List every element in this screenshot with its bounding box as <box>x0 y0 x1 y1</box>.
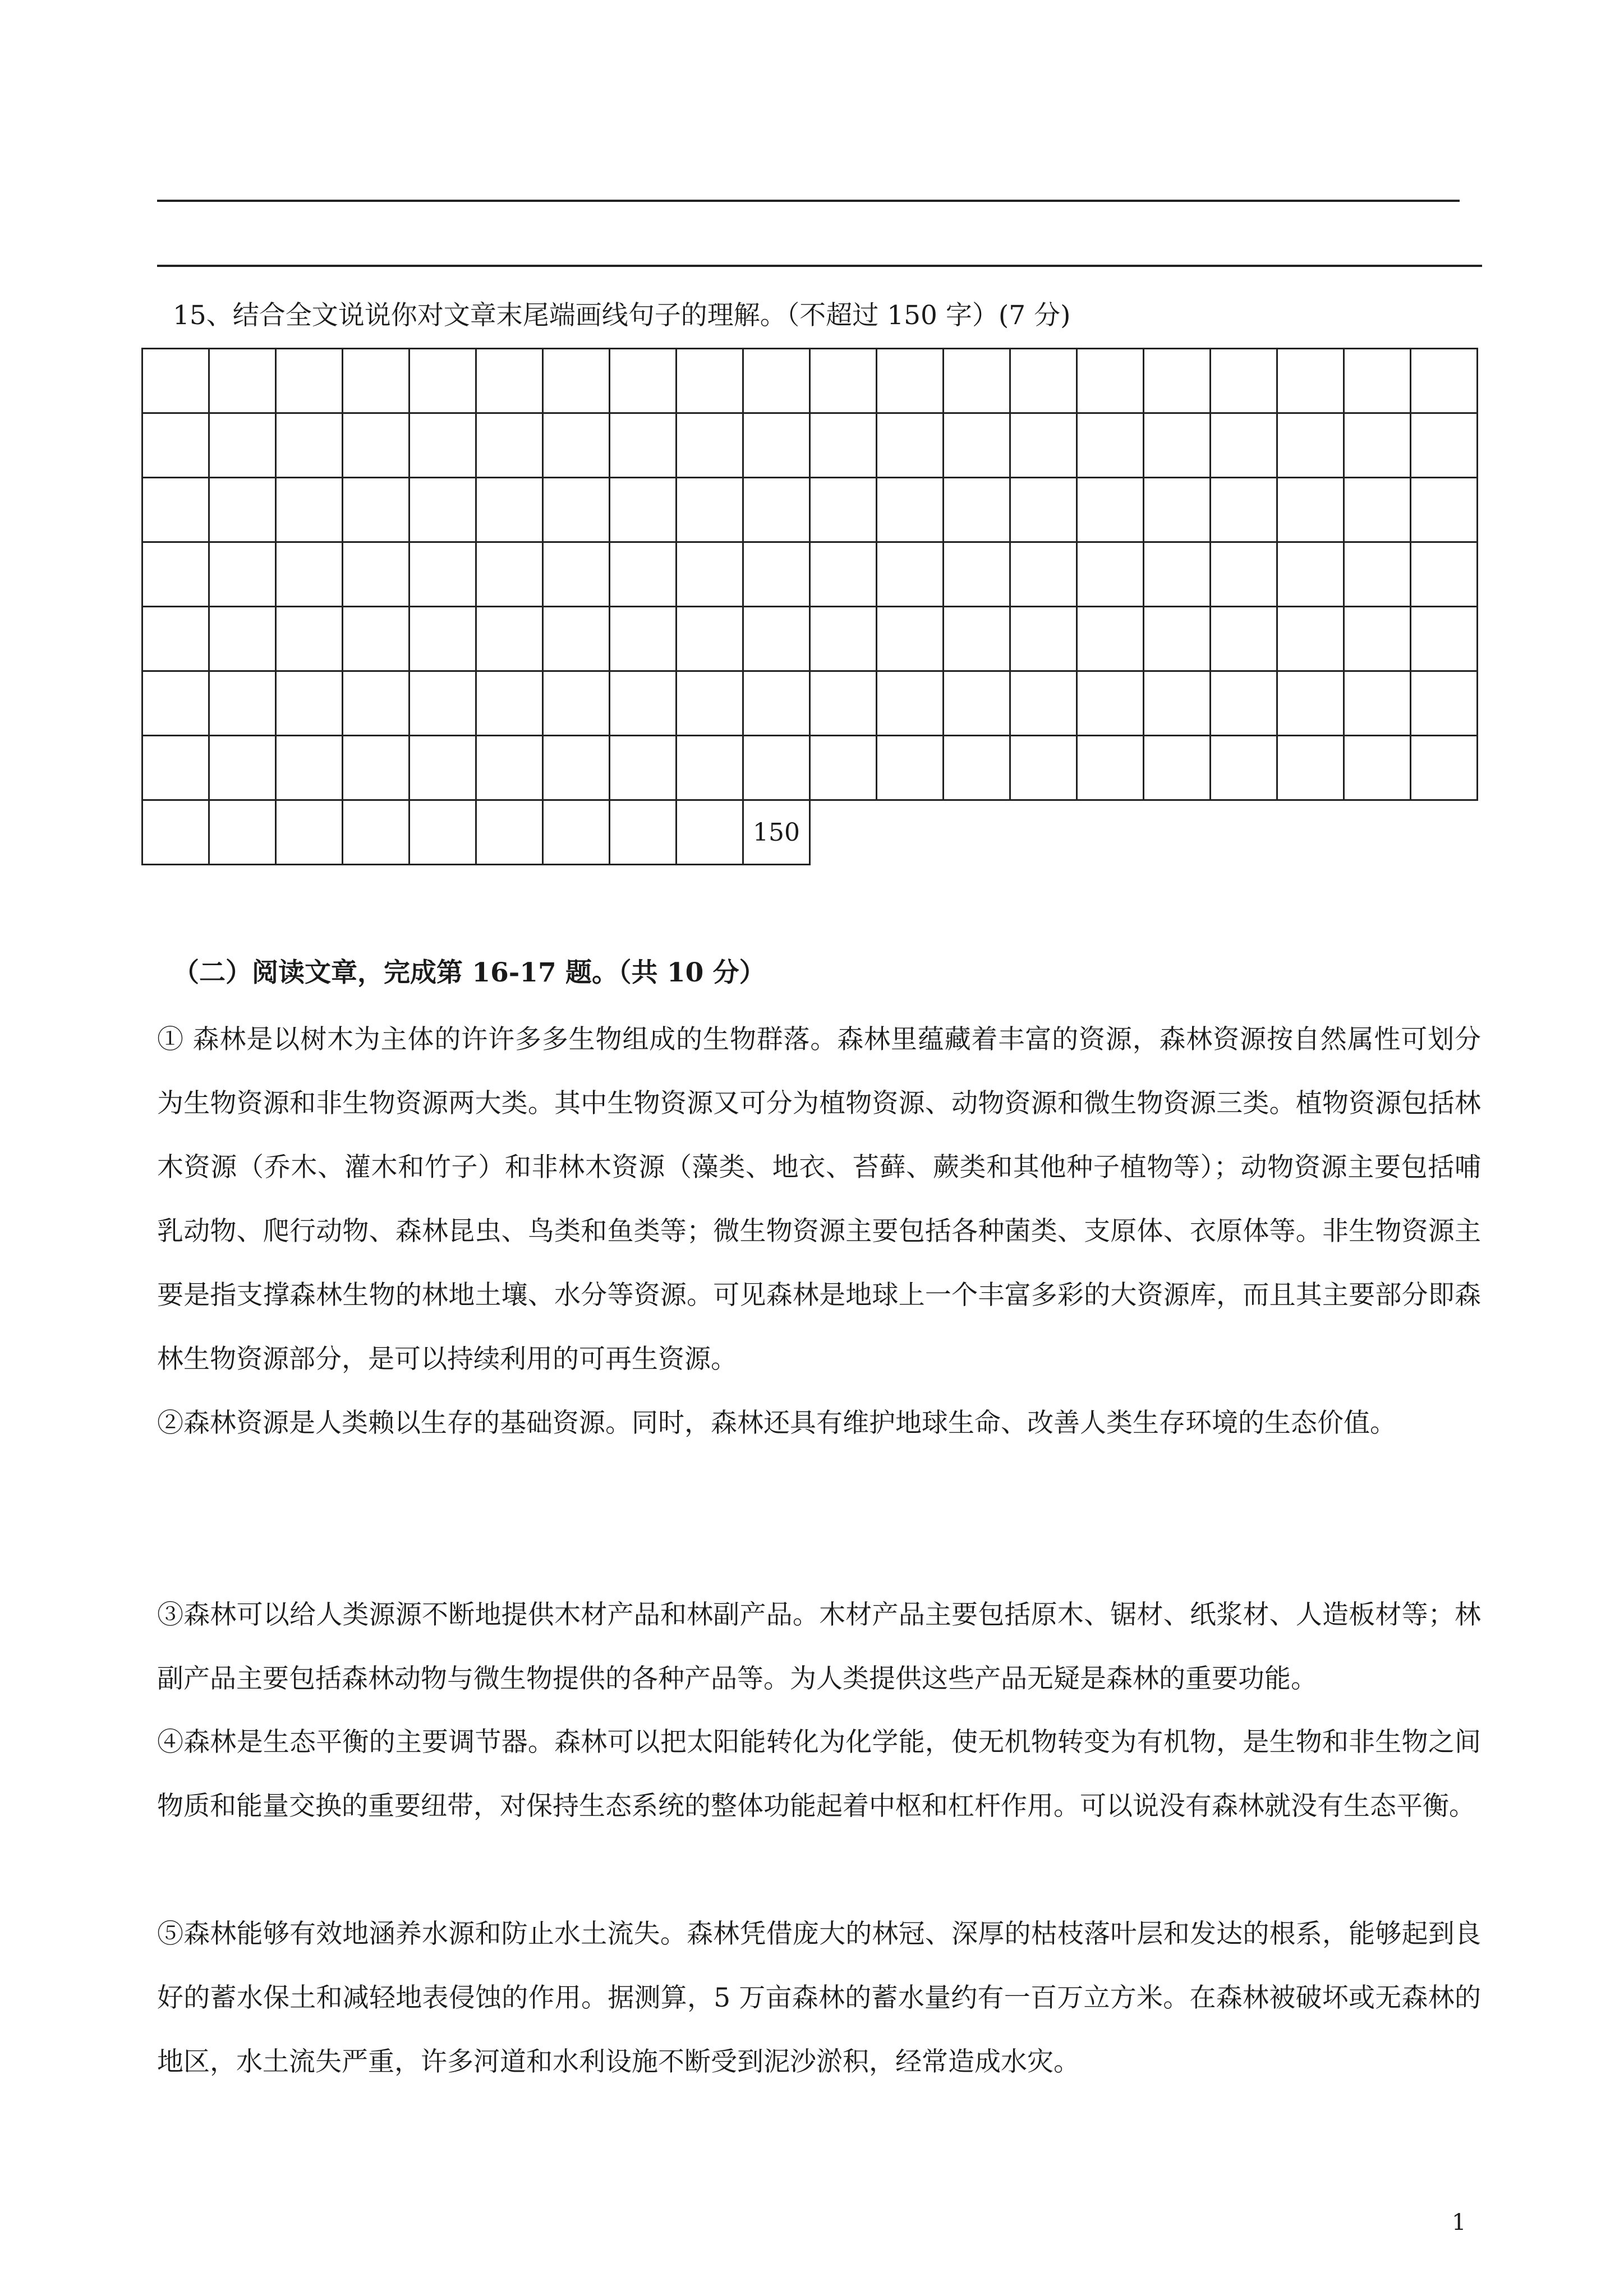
grid-cell[interactable] <box>1343 606 1411 672</box>
grid-cell[interactable] <box>141 412 210 478</box>
grid-cell[interactable] <box>475 735 544 801</box>
grid-cell[interactable] <box>1143 735 1211 801</box>
grid-cell[interactable] <box>876 541 944 607</box>
grid-cell[interactable] <box>609 670 677 736</box>
grid-cell[interactable] <box>141 606 210 672</box>
paragraph-4: ④森林是生态平衡的主要调节器。森林可以把太阳能转化为化学能，使无机物转变为有机物，是生物和非生物之间物质和能量交换的重要纽带，对保持生态系统的整体功能起着中枢和杠杆作用。可以说没有森林就没有生态平衡。 <box>157 1727 1481 1822</box>
answer-line-2 <box>157 265 1482 267</box>
grid-cell[interactable] <box>141 348 210 414</box>
grid-cell[interactable] <box>275 670 343 736</box>
grid-cell[interactable] <box>342 799 410 865</box>
grid-cell[interactable] <box>609 477 677 543</box>
grid-cell[interactable] <box>1410 670 1478 736</box>
grid-cell[interactable] <box>342 606 410 672</box>
grid-cell[interactable] <box>609 348 677 414</box>
grid-cell[interactable] <box>1143 412 1211 478</box>
grid-cell[interactable] <box>1209 670 1278 736</box>
grid-cell[interactable] <box>675 735 744 801</box>
grid-cell[interactable] <box>1009 606 1078 672</box>
grid-cell[interactable] <box>942 670 1011 736</box>
grid-cell[interactable] <box>1009 670 1078 736</box>
grid-cell[interactable] <box>1410 412 1478 478</box>
grid-cell[interactable] <box>475 412 544 478</box>
grid-cell[interactable] <box>1209 477 1278 543</box>
grid-cell[interactable] <box>141 735 210 801</box>
grid-cell[interactable] <box>742 735 811 801</box>
grid-cell[interactable] <box>1276 412 1345 478</box>
grid-cell[interactable] <box>1343 412 1411 478</box>
grid-cell[interactable] <box>809 735 877 801</box>
grid-cell[interactable] <box>1076 735 1144 801</box>
grid-cell[interactable] <box>475 477 544 543</box>
grid-cell[interactable] <box>475 606 544 672</box>
grid-cell[interactable] <box>1009 541 1078 607</box>
grid-cell[interactable] <box>475 348 544 414</box>
grid-cell[interactable] <box>942 477 1011 543</box>
grid-cell[interactable] <box>542 799 610 865</box>
grid-cell[interactable] <box>208 412 277 478</box>
grid-cell[interactable] <box>742 606 811 672</box>
grid-cell[interactable] <box>408 541 477 607</box>
grid-cell[interactable] <box>942 735 1011 801</box>
grid-cell[interactable] <box>275 541 343 607</box>
grid-cell[interactable] <box>208 735 277 801</box>
page-number: 1 <box>1452 2210 1466 2235</box>
grid-cell[interactable] <box>408 412 477 478</box>
grid-cell[interactable] <box>1076 477 1144 543</box>
grid-cell[interactable] <box>1343 735 1411 801</box>
grid-cell[interactable] <box>1276 348 1345 414</box>
grid-cell[interactable] <box>675 799 744 865</box>
grid-cell[interactable] <box>1209 412 1278 478</box>
grid-cell[interactable] <box>542 541 610 607</box>
grid-cell[interactable] <box>542 412 610 478</box>
grid-cell[interactable] <box>1276 541 1345 607</box>
grid-cell[interactable] <box>1410 541 1478 607</box>
grid-cell[interactable] <box>1209 606 1278 672</box>
grid-cell[interactable] <box>275 477 343 543</box>
grid-cell[interactable] <box>141 477 210 543</box>
answer-line-1 <box>157 200 1460 202</box>
grid-cell[interactable] <box>342 477 410 543</box>
grid-cell[interactable] <box>275 799 343 865</box>
grid-cell[interactable] <box>675 541 744 607</box>
grid-cell[interactable] <box>942 606 1011 672</box>
paragraph-2: ②森林资源是人类赖以生存的基础资源。同时，森林还具有维护地球生命、改善人类生存环境的生态价值。 <box>157 1408 1396 1439</box>
grid-cell[interactable] <box>408 735 477 801</box>
grid-cell[interactable] <box>1410 477 1478 543</box>
grid-cell[interactable] <box>876 735 944 801</box>
grid-cell[interactable] <box>1076 541 1144 607</box>
grid-cell[interactable] <box>208 348 277 414</box>
grid-cell[interactable] <box>675 606 744 672</box>
grid-cell[interactable] <box>1343 670 1411 736</box>
grid-cell[interactable] <box>408 348 477 414</box>
grid-cell[interactable] <box>408 606 477 672</box>
grid-cell-marker[interactable]: 150 <box>742 799 811 865</box>
grid-cell[interactable] <box>942 348 1011 414</box>
grid-cell[interactable] <box>1343 541 1411 607</box>
grid-cell[interactable] <box>809 606 877 672</box>
grid-cell[interactable] <box>1143 348 1211 414</box>
grid-cell[interactable] <box>342 735 410 801</box>
grid-cell[interactable] <box>942 412 1011 478</box>
grid-cell[interactable] <box>609 606 677 672</box>
grid-cell[interactable] <box>1209 541 1278 607</box>
grid-cell[interactable] <box>609 412 677 478</box>
grid-cell[interactable] <box>942 541 1011 607</box>
grid-cell[interactable] <box>675 348 744 414</box>
grid-cell[interactable] <box>408 477 477 543</box>
grid-cell[interactable] <box>475 541 544 607</box>
grid-cell[interactable] <box>1076 348 1144 414</box>
grid-cell[interactable] <box>408 670 477 736</box>
grid-cell[interactable] <box>1410 348 1478 414</box>
grid-cell[interactable] <box>342 670 410 736</box>
grid-cell[interactable] <box>275 606 343 672</box>
grid-cell[interactable] <box>1343 348 1411 414</box>
grid-cell[interactable] <box>809 541 877 607</box>
grid-cell[interactable] <box>1076 670 1144 736</box>
grid-cell[interactable] <box>542 735 610 801</box>
grid-cell[interactable] <box>1276 735 1345 801</box>
grid-cell[interactable] <box>1209 735 1278 801</box>
paragraph-1: ① 森林是以树木为主体的许许多多生物组成的生物群落。森林里蕴藏着丰富的资源，森林资源按自然属性可划分为生物资源和非生物资源两大类。其中生物资源又可分为植物资源、动物资源和微生物资源三类。植物资源包括林木资源（乔木、灌木和竹子）和非林木资源（藻类、地衣、苔藓、蕨类和其他种子植物等）；动物资源主要包括哺乳动物、爬行动物、森林昆虫、鸟类和鱼类等；微生物资源主要包括各种菌类、支原体、衣原体等。非生物资源主要是指支撑森林生物的林地土壤、水分等资源。可见森林是地球上一个丰富多彩的大资源库，而且其主要部分即森林生物资源部分，是可以持续利用的可再生资源。 <box>157 1024 1481 1375</box>
grid-cell[interactable] <box>742 477 811 543</box>
grid-cell[interactable] <box>609 735 677 801</box>
grid-cell[interactable] <box>342 541 410 607</box>
grid-cell[interactable] <box>809 670 877 736</box>
paragraph-3: ③森林可以给人类源源不断地提供木材产品和林副产品。木材产品主要包括原木、锯材、纸浆材、人造板材等；林副产品主要包括森林动物与微生物提供的各种产品等。为人类提供这些产品无疑是森林的重要功能。 <box>157 1599 1481 1694</box>
grid-cell[interactable] <box>208 541 277 607</box>
grid-cell[interactable] <box>1143 541 1211 607</box>
grid-cell[interactable] <box>208 670 277 736</box>
grid-cell[interactable] <box>275 348 343 414</box>
grid-cell[interactable] <box>1410 735 1478 801</box>
grid-cell[interactable] <box>141 670 210 736</box>
paragraph-5: ⑤森林能够有效地涵养水源和防止水土流失。森林凭借庞大的林冠、深厚的枯枝落叶层和发达的根系，能够起到良好的蓄水保土和减轻地表侵蚀的作用。据测算，5 万亩森林的蓄水量约有一百万立方米。在森林被破坏或无森林的地区，水土流失严重，许多河道和水利设施不断受到泥沙淤积，经常造成水灾。 <box>157 1919 1481 2077</box>
grid-cell[interactable] <box>1009 348 1078 414</box>
grid-cell[interactable] <box>542 348 610 414</box>
grid-cell[interactable] <box>1276 670 1345 736</box>
grid-cell[interactable] <box>1343 477 1411 543</box>
grid-cell[interactable] <box>675 670 744 736</box>
grid-cell[interactable] <box>1076 412 1144 478</box>
grid-cell[interactable] <box>475 799 544 865</box>
grid-cell[interactable] <box>876 606 944 672</box>
grid-cell[interactable] <box>742 348 811 414</box>
grid-cell[interactable] <box>876 348 944 414</box>
grid-cell[interactable] <box>342 348 410 414</box>
grid-cell[interactable] <box>208 799 277 865</box>
grid-cell[interactable] <box>342 412 410 478</box>
grid-cell[interactable] <box>1143 477 1211 543</box>
grid-cell[interactable] <box>1009 735 1078 801</box>
grid-cell[interactable] <box>208 477 277 543</box>
grid-cell[interactable] <box>1009 477 1078 543</box>
grid-cell[interactable] <box>876 477 944 543</box>
grid-cell[interactable] <box>742 541 811 607</box>
grid-cell[interactable] <box>876 412 944 478</box>
grid-cell[interactable] <box>208 606 277 672</box>
question-15: 15、结合全文说说你对文章末尾端画线句子的理解。（不超过 150 字）(7 分) <box>173 300 1071 331</box>
grid-cell[interactable] <box>742 670 811 736</box>
grid-cell[interactable] <box>408 799 477 865</box>
grid-cell[interactable] <box>1076 606 1144 672</box>
grid-cell[interactable] <box>542 606 610 672</box>
grid-cell[interactable] <box>1410 606 1478 672</box>
grid-cell[interactable] <box>275 412 343 478</box>
grid-cell[interactable] <box>1276 477 1345 543</box>
grid-cell[interactable] <box>1009 412 1078 478</box>
grid-cell[interactable] <box>1143 670 1211 736</box>
grid-cell[interactable] <box>609 541 677 607</box>
grid-cell[interactable] <box>1276 606 1345 672</box>
grid-cell[interactable] <box>809 477 877 543</box>
grid-cell[interactable] <box>542 477 610 543</box>
grid-cell[interactable] <box>1209 348 1278 414</box>
grid-cell[interactable] <box>475 670 544 736</box>
section-title: （二）阅读文章，完成第 16-17 题。（共 10 分） <box>173 957 766 988</box>
grid-cell[interactable] <box>675 412 744 478</box>
grid-cell[interactable] <box>675 477 744 543</box>
grid-cell[interactable] <box>876 670 944 736</box>
grid-cell[interactable] <box>141 799 210 865</box>
grid-cell[interactable] <box>809 348 877 414</box>
grid-cell[interactable] <box>141 541 210 607</box>
grid-cell[interactable] <box>275 735 343 801</box>
grid-cell[interactable] <box>1143 606 1211 672</box>
grid-cell[interactable] <box>542 670 610 736</box>
grid-cell[interactable] <box>742 412 811 478</box>
grid-cell[interactable] <box>809 412 877 478</box>
grid-cell[interactable] <box>609 799 677 865</box>
